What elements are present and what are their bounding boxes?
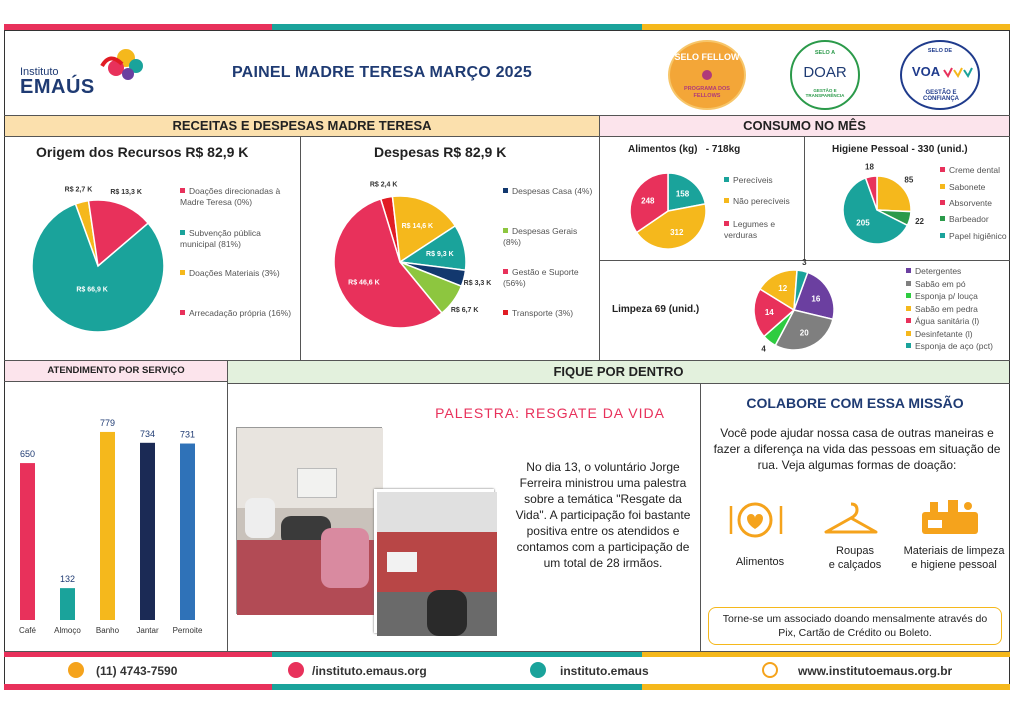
limpeza-pie-chart: [730, 258, 860, 358]
pie-data-label: R$ 14,6 K: [401, 222, 434, 230]
higiene-legend-1: Sabonete: [940, 182, 1008, 193]
bar-banho: [100, 432, 115, 620]
bar-value-label: 731: [179, 429, 196, 440]
pie-data-label: R$ 2,7 K: [64, 186, 93, 194]
alimentos-legend-2: Legumes e verduras: [724, 219, 776, 240]
bar-category-label: Almoço: [54, 626, 81, 635]
pie-data-label: 20: [799, 328, 809, 338]
limpeza-chart-title: Limpeza 69 (unid.): [612, 304, 700, 315]
section-consumo-header: CONSUMO NO MÊS: [600, 116, 1009, 136]
selo-doar-badge: SELO A DOAR GESTÃO E TRANSPARÊNCIA: [790, 40, 860, 110]
bar-category-label: Jantar: [136, 626, 159, 635]
pie-data-label: 248: [641, 196, 655, 206]
despesas-legend-1: Despesas Gerais (8%): [503, 226, 578, 247]
pie-data-label: 18: [865, 162, 874, 172]
higiene-legend-4: Papel higiênico: [940, 231, 1008, 242]
divider: [300, 137, 301, 360]
origem-legend-1: Subvenção pública municipal (81%): [180, 228, 261, 249]
cleaning-icon: [918, 498, 982, 538]
bar-value-label: 734: [139, 428, 156, 439]
emaus-logo: [18, 44, 158, 98]
pie-data-label: R$ 6,7 K: [450, 307, 479, 315]
bar-jantar: [140, 443, 155, 620]
divider: [804, 137, 805, 260]
pie-data-label: 205: [856, 218, 870, 228]
despesas-pie-chart: [304, 170, 504, 350]
bottom-bar-yellow: [642, 684, 1010, 690]
hanger-icon: [822, 500, 880, 538]
limpeza-legend-3: Sabão em pedra: [906, 304, 1008, 315]
palestra-text: No dia 13, o voluntário Jorge Ferreira ministrou uma palestra sobre a temática "Resgate da Vida". A participação foi bastante positiva entre os atendidos e contamos com a participação de um total de 28 irmãos.: [515, 460, 691, 570]
section-fique-header: FIQUE POR DENTRO: [228, 361, 1009, 383]
bar-café: [20, 463, 35, 620]
bar-value-label: 779: [99, 417, 116, 428]
bottom-bar-pink: [4, 684, 272, 690]
limpeza-legend-5: Desinfetante (l): [906, 329, 1008, 340]
origem-legend-2: Doações Materiais (3%): [180, 268, 298, 279]
plate-icon: [725, 500, 795, 540]
pie-data-label: R$ 3,3 K: [463, 279, 492, 287]
palestra-title: PALESTRA: RESGATE DA VIDA: [435, 405, 665, 421]
higiene-legend-2: Absorvente: [940, 198, 1008, 209]
footer-bar-pink: [4, 652, 272, 657]
pie-data-label: R$ 46,6 K: [348, 279, 380, 287]
footer-facebook[interactable]: /instituto.emaus.org: [312, 664, 427, 678]
bar-pernoite: [180, 444, 195, 620]
atendimento-bar-chart: [10, 390, 222, 645]
despesas-chart-title: Despesas R$ 82,9 K: [374, 144, 507, 160]
fellow-icon: [702, 70, 712, 80]
bar-category-label: Banho: [95, 626, 120, 635]
logo-main-text: EMAÚS: [20, 76, 95, 98]
selo-voa-badge: SELO DE VOA GESTÃO E CONFIANÇA: [900, 40, 980, 110]
pie-data-label: 85: [904, 175, 914, 185]
colabore-title: COLABORE COM ESSA MISSÃO: [746, 395, 964, 411]
despesas-legend-3: Transporte (3%): [503, 308, 597, 319]
section-atendimento-header: ATENDIMENTO POR SERVIÇO: [5, 361, 227, 381]
associado-box[interactable]: Torne-se um associado doando mensalmente através do Pix, Cartão de Crédito ou Boleto.: [708, 607, 1002, 645]
phone-icon: [68, 662, 84, 678]
pie-data-label: 16: [811, 294, 821, 304]
pie-data-label: 3: [802, 258, 807, 268]
colabore-item-roupas: Roupas e calçados: [828, 545, 882, 571]
divider: [700, 384, 701, 651]
alimentos-legend-1: Não perecíveis: [724, 196, 802, 207]
higiene-legend-3: Barbeador: [940, 214, 1008, 225]
pie-data-label: 14: [764, 308, 774, 318]
alimentos-pie-chart: [620, 165, 720, 255]
instagram-icon: [530, 662, 546, 678]
limpeza-legend-1: Sabão em pó: [906, 279, 1008, 290]
limpeza-legend-0: Detergentes: [906, 266, 1008, 277]
pie-data-label: 158: [675, 189, 690, 199]
pie-data-label: R$ 66,9 K: [76, 286, 108, 294]
bar-category-label: Pernoite: [172, 626, 203, 635]
divider: [228, 383, 1010, 384]
pie-data-label: R$ 9,3 K: [426, 250, 454, 258]
pie-data-label: 4: [761, 344, 766, 354]
divider: [227, 361, 228, 651]
section-receitas-header: RECEITAS E DESPESAS MADRE TERESA: [5, 116, 599, 136]
page-title: PAINEL MADRE TERESA MARÇO 2025: [232, 64, 532, 81]
origem-chart-title: Origem dos Recursos R$ 82,9 K: [36, 144, 249, 160]
colabore-item-alimentos: Alimentos: [735, 556, 785, 568]
alimentos-legend-0: Perecíveis: [724, 175, 802, 186]
footer-phone[interactable]: (11) 4743-7590: [96, 664, 178, 678]
limpeza-legend-6: Esponja de aço (pct): [906, 341, 1008, 352]
globe-icon: [762, 662, 778, 678]
bar-value-label: 132: [59, 574, 76, 585]
facebook-icon: [288, 662, 304, 678]
bar-almoço: [60, 588, 75, 620]
colabore-item-limpeza: Materiais de limpeza e higiene pessoal: [903, 545, 1005, 571]
higiene-legend-0: Creme dental: [940, 165, 1008, 176]
footer-bar-yellow: [642, 652, 1010, 657]
pie-data-label: 312: [670, 228, 684, 238]
bar-value-label: 650: [19, 449, 36, 460]
footer-site[interactable]: www.institutoemaus.org.br: [798, 664, 953, 678]
higiene-pie-chart: [825, 162, 935, 257]
despesas-legend-0: Despesas Casa (4%): [503, 186, 597, 197]
palestra-photo-1: [236, 427, 382, 614]
bottom-bar-teal: [272, 684, 642, 690]
divider: [599, 116, 600, 360]
limpeza-legend-2: Esponja p/ louça: [906, 291, 1008, 302]
pie-data-label: 12: [778, 283, 788, 293]
colabore-text: Você pode ajudar nossa casa de outras maneiras e fazer a diferença na vida das pessoas em situação de rua. Veja algumas formas de doação:: [713, 426, 1001, 472]
higiene-chart-title: Higiene Pessoal - 330 (unid.): [832, 144, 968, 155]
pie-data-label: R$ 13,3 K: [110, 189, 142, 197]
despesas-legend-2: Gestão e Suporte (56%): [503, 267, 579, 288]
pie-data-label: R$ 2,4 K: [369, 181, 398, 189]
limpeza-legend-4: Água sanitária (l): [906, 316, 1008, 327]
bar-category-label: Café: [19, 626, 36, 635]
voa-checks-icon: [942, 64, 976, 80]
footer-instagram[interactable]: instituto.emaus: [560, 664, 649, 678]
origem-legend-0: Doações direcionadas à Madre Teresa (0%): [180, 186, 281, 207]
selo-fellow-badge: SELO FELLOW PROGRAMA DOS FELLOWS: [668, 40, 746, 110]
origem-legend-3: Arrecadação própria (16%): [180, 308, 298, 319]
divider: [4, 136, 1010, 137]
alimentos-chart-title: Alimentos (kg) - 718kg: [628, 144, 741, 155]
pie-data-label: 22: [915, 217, 925, 227]
logo-small-text: Instituto: [20, 66, 59, 78]
divider: [4, 381, 228, 382]
footer-bar-teal: [272, 652, 642, 657]
palestra-photo-2: [374, 489, 494, 633]
